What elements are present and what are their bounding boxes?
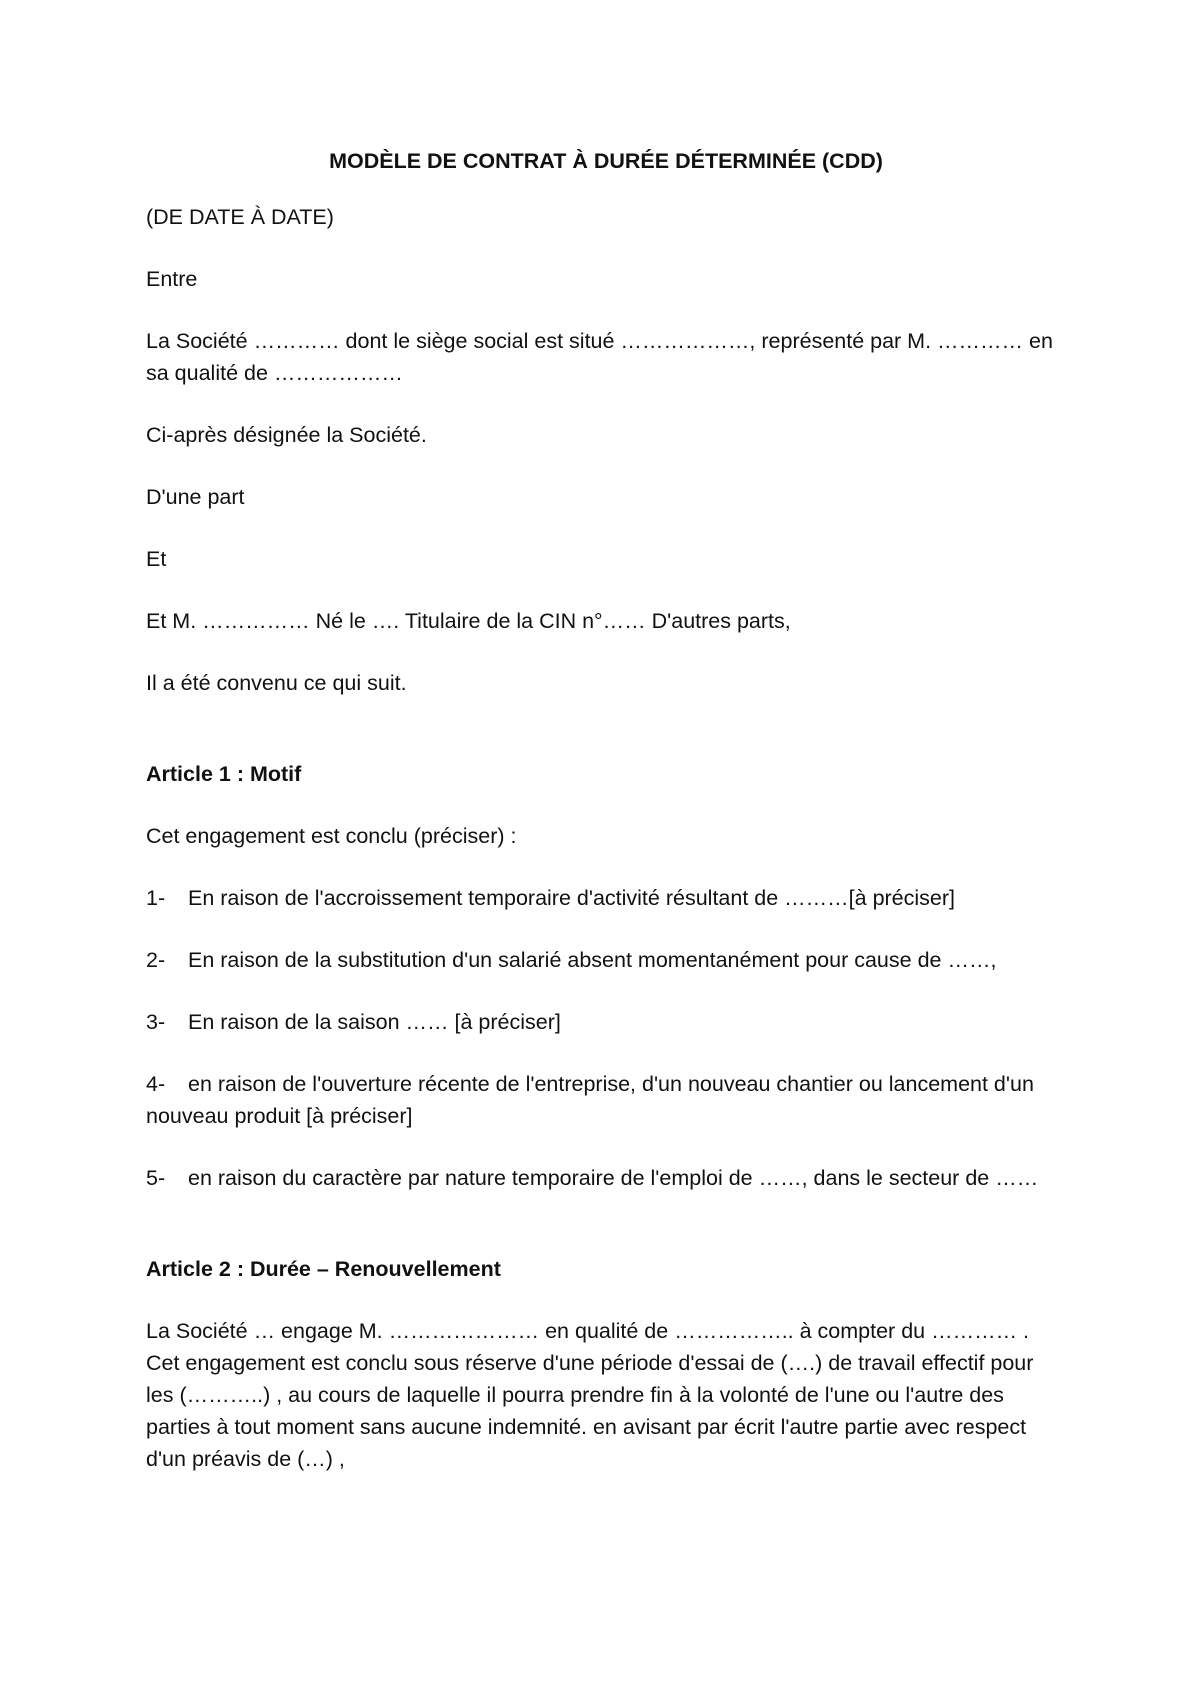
list-item (146, 1068, 1066, 1132)
paragraph-designee: Ci-après désignée la Société. (146, 423, 427, 447)
list-item-number: 3- (146, 1010, 166, 1034)
article-1-heading: Article 1 : Motif (146, 762, 302, 786)
list-item-text: En raison de la substitution d'un salarié absent momentanément pour cause de ……, (188, 948, 997, 972)
list-item-text: en raison du caractère par nature temporaire de l'emploi de ……, dans le secteur de …… (188, 1166, 1039, 1190)
article-1-intro: Cet engagement est conclu (préciser) : (146, 824, 517, 848)
list-item-number: 1- (146, 886, 166, 910)
list-item (146, 944, 1066, 976)
document-title: MODÈLE DE CONTRAT À DURÉE DÉTERMINÉE (CDD) (329, 149, 883, 173)
list-item-text: en raison de l'ouverture récente de l'entreprise, d'un nouveau chantier ou lancement d'un nouveau produit [à préciser] (146, 1072, 1034, 1128)
paragraph-et-m: Et M. …………… Né le …. Titulaire de la CIN n°…… D'autres parts, (146, 609, 791, 633)
paragraph-et: Et (146, 547, 167, 571)
list-item-text: En raison de l'accroissement temporaire d'activité résultant de ………[à préciser] (188, 886, 956, 910)
article-2-heading: Article 2 : Durée – Renouvellement (146, 1257, 501, 1281)
document-subtitle: (DE DATE À DATE) (146, 205, 334, 229)
list-item-number: 5- (146, 1166, 166, 1190)
paragraph-une-part: D'une part (146, 485, 245, 509)
list-item-number: 4- (146, 1072, 166, 1096)
list-item (146, 1006, 1066, 1038)
list-item-text: En raison de la saison …… [à préciser] (188, 1010, 561, 1034)
paragraph-convenu: Il a été convenu ce qui suit. (146, 671, 407, 695)
paragraph-societe: La Société ………… dont le siège social est situé ………………, représenté par M. ………… en sa qualité de ……………… (146, 329, 1053, 385)
document-body (146, 145, 1066, 1505)
list-item-number: 2- (146, 948, 166, 972)
list-item (146, 882, 1066, 914)
article-2-body: La Société … engage M. ………………… en qualité de …………….. à compter du ………… . Cet engagement est conclu sous réserve d'une période d'essai de (….) de travail effectif pour les (………..) , au cours de laquelle il pourra prendre fin à la volonté de l'une ou l'autre des parties à tout moment sans aucune indemnité. en avisant par écrit l'autre partie avec respect d'un préavis de (…) , (146, 1319, 1034, 1471)
list-item (146, 1162, 1066, 1194)
paragraph-entre: Entre (146, 267, 198, 291)
